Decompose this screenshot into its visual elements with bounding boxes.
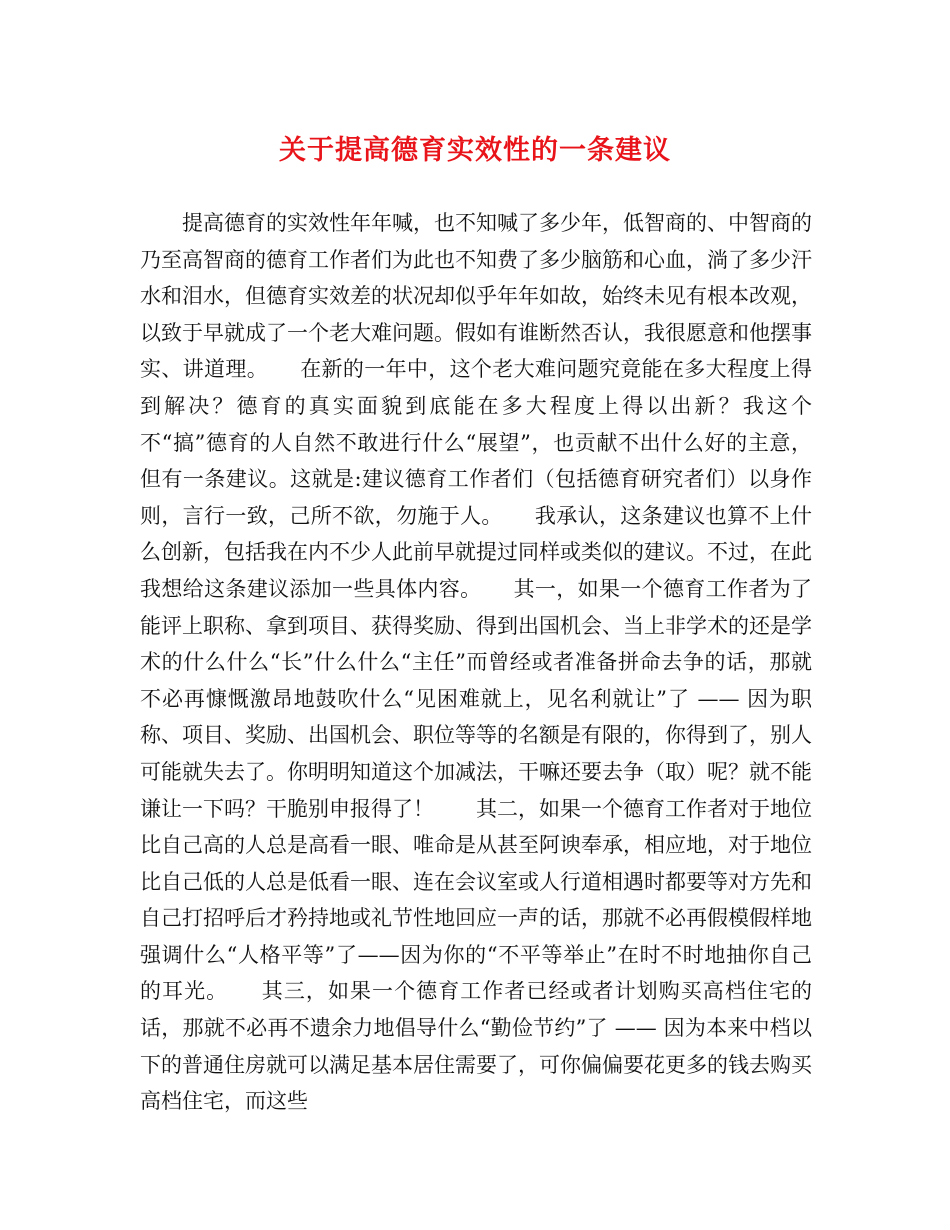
document-body-text: 提高德育的实效性年年喊，也不知喊了多少年，低智商的、中智商的乃至高智商的德育工作者们为此也不知费了多少脑筋和心血，淌了多少汗水和泪水，但德育实效差的状况却似乎年年如故，始终未见有根本改观，以致于早就成了一个老大难问题。假如有谁断然否认，我很愿意和他摆事实、讲道理。 在新的一年中，这个老大难问题究竟能在多大程度上得到解决？德育的真实面貌到底能在多大程度上得以出新？我这个不“搞”德育的人自然不敢进行什么“展望”，也贡献不出什么好的主意，但有一条建议。这就是:建议德育工作者们（包括德育研究者们）以身作则，言行一致，己所不欲，勿施于人。 我承认，这条建议也算不上什么创新，包括我在内不少人此前早就提过同样或类似的建议。不过，在此我想给这条建议添加一些具体内容。 其一，如果一个德育工作者为了能评上职称、拿到项目、获得奖励、得到出国机会、当上非学术的还是学术的什么什么“长”什么什么“主任”而曾经或者准备拼命去争的话，那就不必再慷慨激昂地鼓吹什么“见困难就上，见名利就让”了 —— 因为职称、项目、奖励、出国机会、职位等等的名额是有限的，你得到了，别人可能就失去了。你明明知道这个加减法，干嘛还要去争（取）呢？就不能谦让一下吗？干脆别申报得了！ 其二，如果一个德育工作者对于地位比自己高的人总是高看一眼、唯命是从甚至阿谀奉承，相应地，对于地位比自己低的人总是低看一眼、连在会议室或人行道相遇时都要等对方先和自己打招呼后才矜持地或礼节性地回应一声的话，那就不必再假模假样地强调什么“人格平等”了——因为你的“不平等举止”在时不时地抽你自己的耳光。 其三，如果一个德育工作者已经或者计划购买高档住宅的话，那就不必再不遗余力地倡导什么“勤俭节约”了 —— 因为本来中档以下的普通住房就可以满足基本居住需要了，可你偏偏要花更多的钱去购买高档住宅，而这些 — [140, 211, 812, 1114]
document-title: 关于提高德育实效性的一条建议 — [279, 135, 671, 166]
